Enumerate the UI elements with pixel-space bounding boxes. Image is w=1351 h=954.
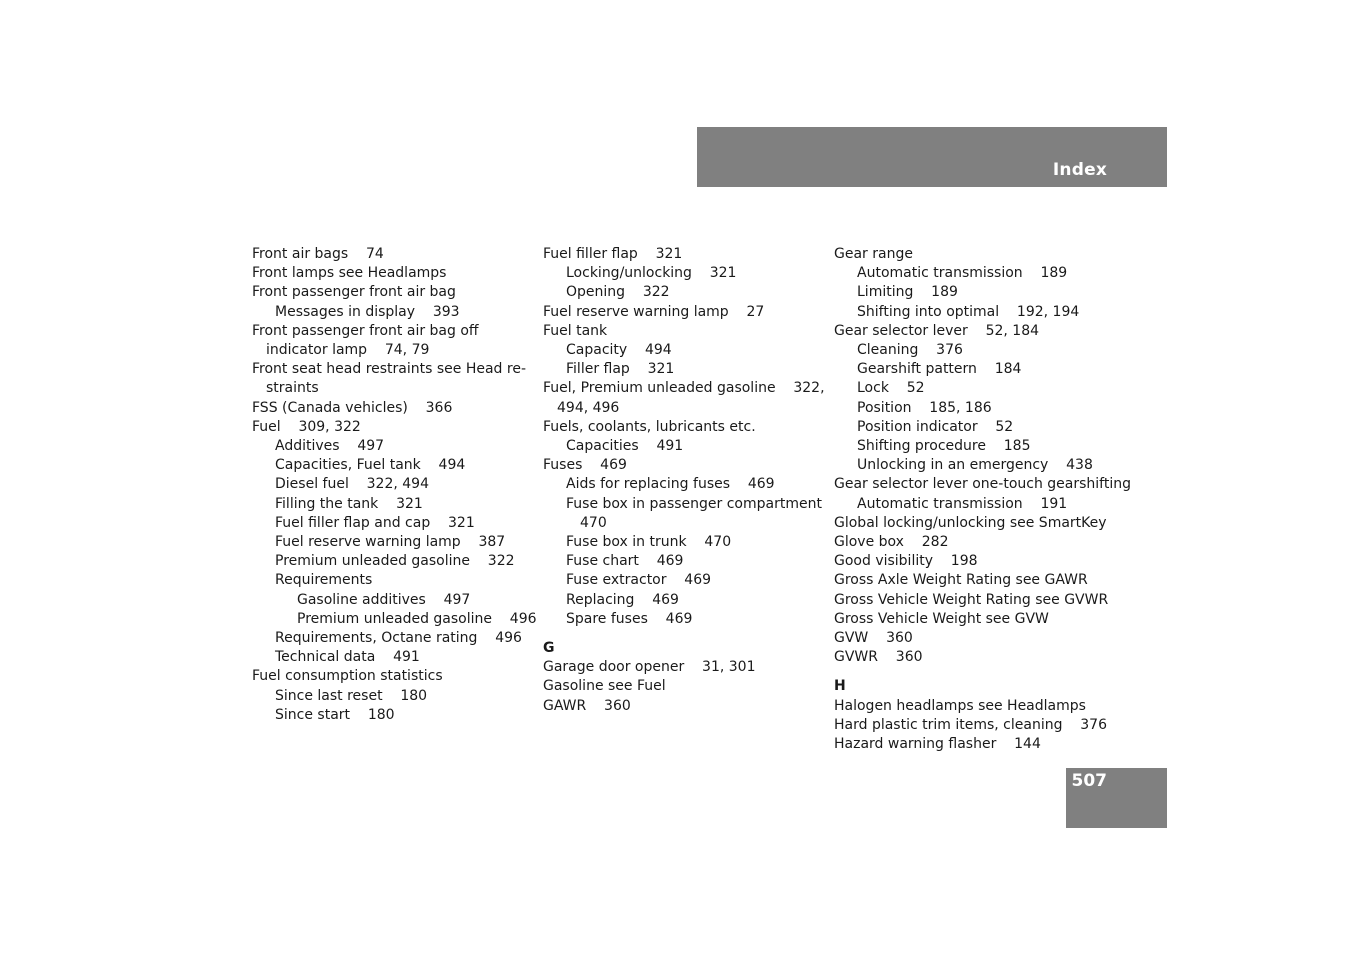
index-subentry: Replacing 469 xyxy=(566,591,679,608)
index-entry: Gross Vehicle Weight Rating see GVWR xyxy=(834,591,1109,608)
index-subentry: Position indicator 52 xyxy=(857,418,1014,435)
index-subentry: Fuel filler flap and cap 321 xyxy=(275,514,475,531)
index-subentry: Automatic transmission 189 xyxy=(857,265,1068,282)
index-entry: Gear selector lever 52, 184 xyxy=(834,322,1040,339)
index-entry: Front passenger front air bag xyxy=(252,284,456,301)
index-entry: Fuel 309, 322 xyxy=(252,418,361,435)
index-subentry: Opening 322 xyxy=(566,284,670,301)
index-subentry: Technical data 491 xyxy=(275,649,420,666)
index-column-3 xyxy=(834,245,1131,754)
index-entry: Fuel reserve warning lamp 27 xyxy=(543,303,765,320)
index-entry: Hard plastic trim items, cleaning 376 xyxy=(834,716,1107,733)
index-subentry: Additives 497 xyxy=(275,438,385,455)
header-bar xyxy=(697,127,1167,187)
index-entry: Fuel, Premium unleaded gasoline 322, 494, 496 xyxy=(543,380,829,416)
section-letter: G xyxy=(543,640,555,657)
index-subentry: Gearshift pattern 184 xyxy=(857,361,1022,378)
index-subentry: Spare fuses 469 xyxy=(566,610,693,627)
index-subentry: Messages in display 393 xyxy=(275,303,460,320)
index-entry: GAWR 360 xyxy=(543,697,631,714)
index-subentry: Filling the tank 321 xyxy=(275,495,423,512)
index-subentry: Filler flap 321 xyxy=(566,361,675,378)
index-entry: Fuel consumption statistics xyxy=(252,668,443,685)
index-subentry: Fuse box in passenger compartment 470 xyxy=(566,495,840,531)
index-subentry: Capacities, Fuel tank 494 xyxy=(275,457,466,474)
index-entry: Gear selector lever one-touch gearshifting xyxy=(834,476,1131,493)
index-subentry: Premium unleaded gasoline 496 xyxy=(297,610,537,627)
index-subentry: Shifting procedure 185 xyxy=(857,438,1031,455)
index-entry: FSS (Canada vehicles) 366 xyxy=(252,399,453,416)
index-entry: GVWR 360 xyxy=(834,649,923,666)
index-entry: Front lamps see Headlamps xyxy=(252,265,447,282)
index-subentry: Requirements, Octane rating 496 xyxy=(275,630,522,647)
index-entry: Global locking/unlocking see SmartKey xyxy=(834,514,1107,531)
index-subentry: Requirements xyxy=(275,572,373,589)
index-subentry: Lock 52 xyxy=(857,380,925,397)
index-entry: Glove box 282 xyxy=(834,534,949,551)
section-letter: H xyxy=(834,678,846,695)
index-entry: Gross Vehicle Weight see GVW xyxy=(834,610,1049,627)
index-subentry: Fuse box in trunk 470 xyxy=(566,534,732,551)
index-subentry: Locking/unlocking 321 xyxy=(566,265,737,282)
page-title: Index xyxy=(1052,160,1107,180)
index-subentry: Capacity 494 xyxy=(566,342,672,359)
index-subentry: Position 185, 186 xyxy=(857,399,992,416)
index-subentry: Since start 180 xyxy=(275,706,395,723)
index-subentry: Limiting 189 xyxy=(857,284,958,301)
index-entry: Halogen headlamps see Headlamps xyxy=(834,697,1086,714)
index-subentry: Capacities 491 xyxy=(566,438,684,455)
index-subentry: Fuse chart 469 xyxy=(566,553,684,570)
index-entry: Front air bags 74 xyxy=(252,246,384,262)
index-entry: Fuel tank xyxy=(543,322,608,339)
index-column-2 xyxy=(543,245,840,716)
page-number-box xyxy=(1066,768,1167,828)
index-column-1 xyxy=(252,245,537,725)
index-entry: GVW 360 xyxy=(834,630,913,647)
index-subentry: Automatic transmission 191 xyxy=(857,495,1068,512)
page-number: 507 xyxy=(1071,771,1107,791)
index-entry: Gasoline see Fuel xyxy=(543,678,666,695)
index-subentry: Since last reset 180 xyxy=(275,687,428,704)
index-subentry: Cleaning 376 xyxy=(857,342,963,359)
index-entry: Gross Axle Weight Rating see GAWR xyxy=(834,572,1088,589)
index-subentry: Fuse extractor 469 xyxy=(566,572,712,589)
index-entry: Garage door opener 31, 301 xyxy=(543,659,756,676)
index-subentry: Aids for replacing fuses 469 xyxy=(566,476,775,493)
index-subentry: Gasoline additives 497 xyxy=(297,591,471,608)
index-entry: Hazard warning flasher 144 xyxy=(834,736,1041,753)
index-entry: Front seat head restraints see Head re-straints xyxy=(252,361,527,397)
index-entry: Good visibility 198 xyxy=(834,553,978,570)
index-subentry: Diesel fuel 322, 494 xyxy=(275,476,429,493)
index-subentry: Premium unleaded gasoline 322 xyxy=(275,553,515,570)
index-subentry: Shifting into optimal 192, 194 xyxy=(857,303,1080,320)
index-entry: Front passenger front air bag off indicator lamp 74, 79 xyxy=(252,322,484,359)
index-entry: Gear range xyxy=(834,246,913,262)
index-entry: Fuels, coolants, lubricants etc. xyxy=(543,418,756,435)
index-entry: Fuel filler flap 321 xyxy=(543,246,683,262)
index-subentry: Unlocking in an emergency 438 xyxy=(857,457,1093,474)
index-subentry: Fuel reserve warning lamp 387 xyxy=(275,534,506,551)
index-entry: Fuses 469 xyxy=(543,457,627,474)
